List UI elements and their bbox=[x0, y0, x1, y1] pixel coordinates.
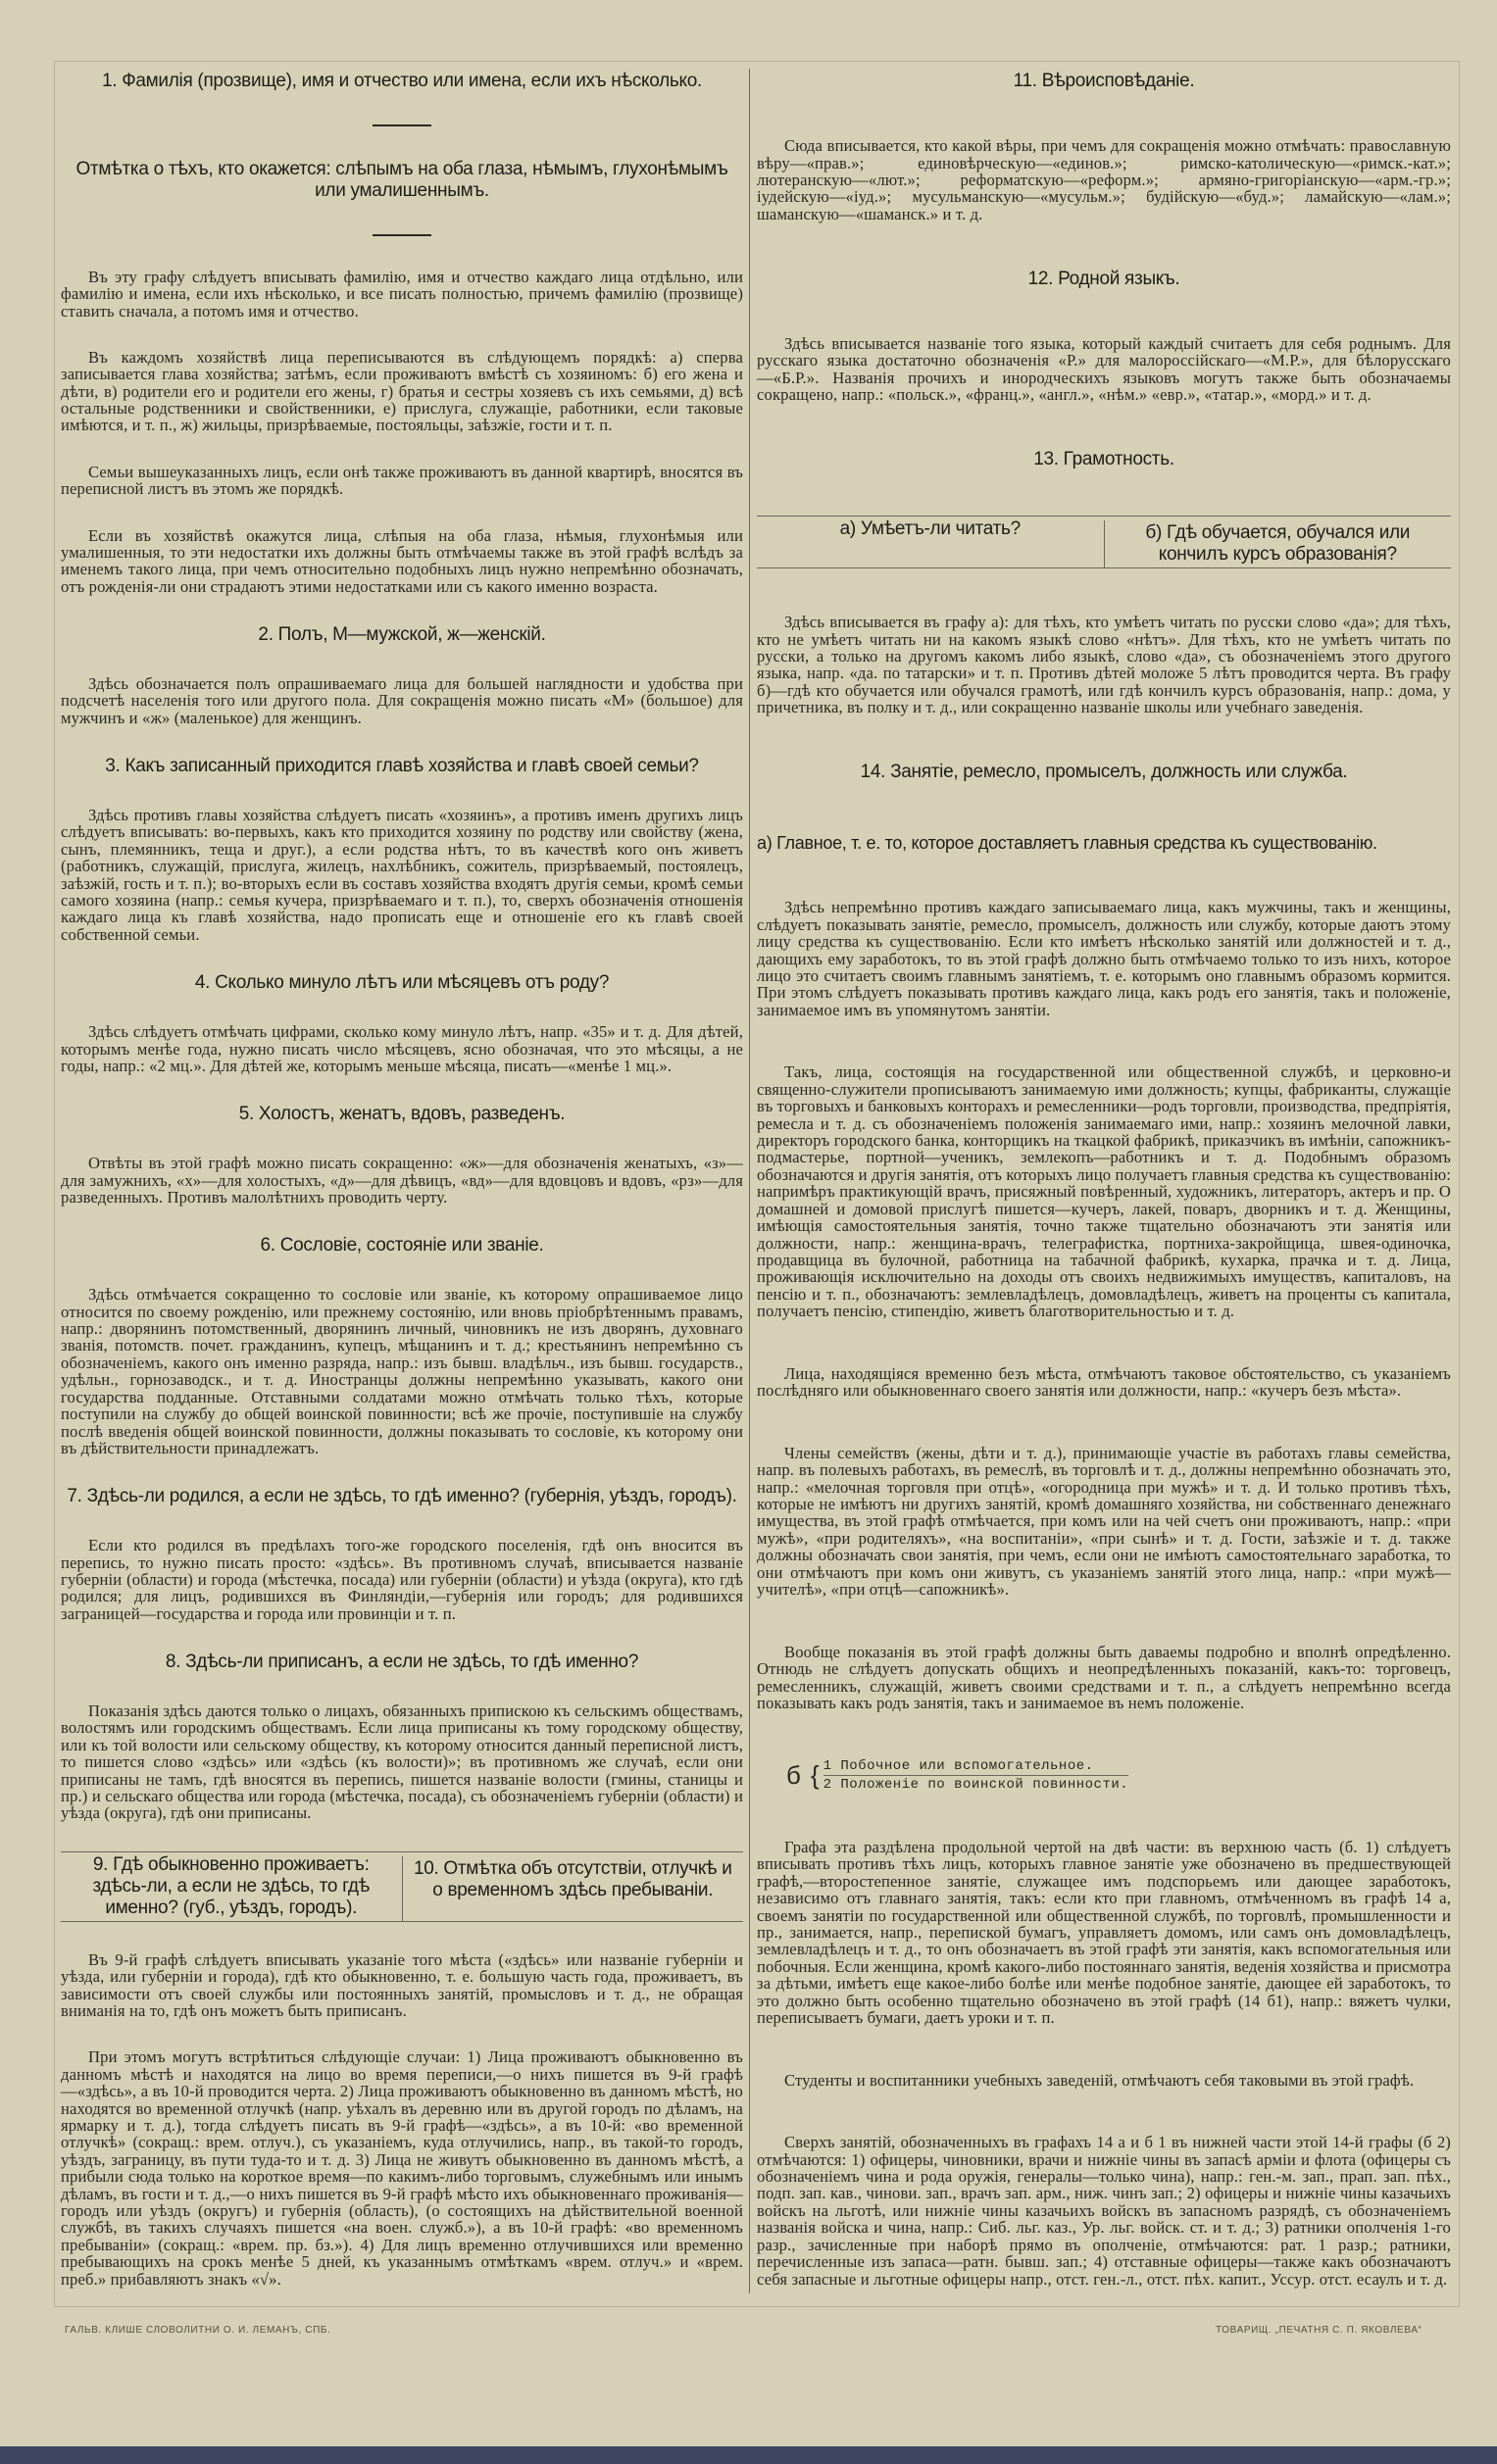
paragraph: Если кто родился въ предѣлахъ того-же городского поселенія, гдѣ онъ вносится въ перепись, то нужно писать просто: «здѣсь». Въ противномъ случаѣ, вписывается названіе губерніи (области) и города (мѣстечка, посада) или губерніи (области) и уѣзда (округа), кто гдѣ родился; для лицъ, родившихся въ Финляндіи,—губернія или городъ; для родившихся заграницей—государства и города или провинціи и т. п. bbox=[61, 1536, 743, 1623]
split-heading bbox=[757, 516, 1451, 568]
split-heading-left: а) Умѣетъ-ли читать? bbox=[839, 517, 1021, 539]
brace-icon: { bbox=[810, 1759, 820, 1790]
section-heading: 5. Холостъ, женатъ, вдовъ, разведенъ. bbox=[238, 1104, 566, 1125]
heading-divider bbox=[373, 234, 431, 236]
split-heading-right: б) Гдѣ обучается, обучался или кончилъ курсъ образованія? bbox=[1104, 520, 1452, 567]
paragraph: Въ 9-й графѣ слѣдуетъ вписывать указаніе того мѣста («здѣсь» или названіе губерніи и уѣзда, или губерніи и города), гдѣ кто обыкновенно, т. е. большую часть года, проживаетъ, въ зависимости отъ своей службы или постоянныхъ занятій, промысловъ и т. д., не обращая вниманія на то, гдѣ онъ можетъ быть приписанъ. bbox=[61, 1949, 743, 2020]
paragraph: Студенты и воспитанники учебныхъ заведеній, отмѣчаютъ себя таковыми въ этой графѣ. bbox=[784, 2070, 1415, 2090]
paragraph: Здѣсь вписывается названіе того языка, который каждый считаетъ для себя роднымъ. Для русскаго языка достаточно обозначенія «Р.» для малороссійскаго—«М.Р.», для бѣлорусскаго—«Б.Р.». Названія прочихъ и инородческихъ языковъ могутъ также быть обозначаемы сокращено, напр.: «польск.», «франц.», «англ.», «нѣм.» «евр.», «татар.», «морд.» и т. д. bbox=[757, 333, 1451, 404]
brace-lines bbox=[823, 1757, 1129, 1794]
section-heading: 7. Здѣсь-ли родился, а если не здѣсь, то гдѣ именно? (губернія, уѣздъ, городъ). bbox=[67, 1486, 737, 1507]
split-heading-right: 10. Отмѣтка объ отсутствіи, отлучкѣ и о временномъ здѣсь пребываніи. bbox=[402, 1856, 744, 1921]
paragraph: Здѣсь противъ главы хозяйства слѣдуетъ писать «хозяинъ», а противъ именъ другихъ лицъ слѣдуетъ вписывать: во-первыхъ, какъ кто приходится хозяину по родству или свойству (жена, сынъ, племянникъ, теща и друг.), а если родства нѣтъ, то въ качествѣ кого онъ живетъ (работникъ, служащій, прислуга, жилецъ, нахлѣбникъ, сожитель, призрѣваемый, постоялецъ, заѣзжій, гость и т. п.); во-вторыхъ если въ составъ хозяйства входятъ другія семьи, кромѣ семьи самого хозяина (напр.: семья кучера, призрѣваемаго и т. п.), то, сверхъ обозначенія отношенія каждаго лица къ главѣ хозяйства, надо прописать еще и отношеніе его къ главѣ своей собственной семьи. bbox=[61, 806, 743, 944]
paragraph: Лица, находящіяся временно безъ мѣста, отмѣчаютъ таковое обстоятельство, съ указаніемъ послѣдняго или обыкновеннаго своего занятія или должности, напр.: «кучеръ безъ мѣста». bbox=[757, 1363, 1451, 1401]
right-column bbox=[757, 71, 1451, 2288]
scan-background-edge bbox=[0, 2446, 1497, 2464]
brace-line-1: 1 Побочное или вспомогательное. bbox=[823, 1757, 1094, 1774]
paragraph: Здѣсь отмѣчается сокращенно то сословіе или званіе, къ которому опрашиваемое лицо относится по своему рожденію, или прежнему состоянію, или вновь пріобрѣтеннымъ правамъ, напр.: дворянинъ потомственный, дворянинъ личный, чиновникъ не изъ дворянъ, духовнаго званія, потомств. почет. гражданинъ, купецъ, мѣщанинъ и т. д.; крестьянинъ непремѣнно съ обозначеніемъ, какого онъ именно разряда, напр.: изъ бывш. владѣльч., изъ бывш. государств., удѣльн., горнозаводск., и т. д. Иностранцы должны непремѣнно указывать, какого они государства подданные. Отставными солдатами можно отмѣчать только тѣхъ, которые поступили на службу до общей воинской повинности; всѣ же прочіе, поступившіе на службу послѣ введенія общей воинской повинности, должны показывать то сословіе, къ которому они въ дѣйствительности принадлежатъ. bbox=[61, 1285, 743, 1457]
brace-line-2: 2 Положеніе по воинской повинности. bbox=[823, 1776, 1129, 1793]
paragraph: Вообще показанія въ этой графѣ должны быть даваемы подробно и вполнѣ опредѣленно. Отнюдь не слѣдуетъ допускать общихъ и неопредѣленныхъ показаній, какъ-то: торговецъ, ремесленникъ, служащій, живетъ своими средствами и т. п., а слѣдуетъ непремѣнно всегда показывать какъ родъ занятія, такъ и занимаемое въ немъ положеніе. bbox=[757, 1642, 1451, 1712]
paragraph: Сюда вписывается, кто какой вѣры, при чемъ для сокращенія можно отмѣчать: православную вѣру—«прав.»; единовѣрческую—«единов.»; римско-католическую—«римск.-кат.»; лютеранскую—«лют.»; реформатскую—«реформ.»; армяно-григоріанскую—«арм.-гр.»; іудейскую—«іуд.»; мусульманскую—«мусульм.»; будійскую—«буд.»; ламайскую—«лам.»; шаманскую—«шаманск.» и т. д. bbox=[757, 136, 1451, 223]
paragraph: Здѣсь вписывается въ графу а): для тѣхъ, кто умѣетъ читать по русски слово «да»; для тѣхъ, кто не умѣетъ читать ни на какомъ языкѣ слово «нѣтъ». Для тѣхъ, кто не умѣетъ читать по русски, а только на другомъ какомъ либо языкѣ, слово «да», съ обозначеніемъ этого другого языка, напр. «да. по татарски» и т. п. Противъ дѣтей моложе 5 лѣтъ проводится черта. Въ графу б)—гдѣ кто обучается или обучался грамотѣ, или гдѣ кончилъ курсъ образованія, напр.: дома, у причетника, въ полку и т. д., или сокращенно названіе школы или учебнаго заведенія. bbox=[757, 613, 1451, 717]
paragraph: Если въ хозяйствѣ окажутся лица, слѣпыя на оба глаза, нѣмыя, глухонѣмыя или умалишенныя, то эти недостатки ихъ должны быть отмѣчаемы также въ этой графѣ вслѣдъ за именемъ такого лица, при чемъ относительно подобныхъ лицъ нужно непремѣнно обозначать, отъ рожденія-ли они страдаютъ этими недостатками или съ какого именно возраста. bbox=[61, 525, 743, 596]
paragraph: При этомъ могутъ встрѣтиться слѣдующіе случаи: 1) Лица проживаютъ обыкновенно въ данномъ мѣстѣ и находятся на лицо во время переписи,—о нихъ пишется въ 9-й графѣ—«здѣсь», а въ 10-й проводится черта. 2) Лица проживаютъ обыкновенно въ данномъ мѣстѣ, но находятся во временной отлучкѣ (напр. уѣхалъ въ деревню или въ другой городъ по дѣламъ, на ярмарку и т. д.), тогда слѣдуетъ писать въ 9-й графѣ—«здѣсь», а въ 10-й: «во временной отлучкѣ» (сокращ.: врем. отлуч.), съ указаніемъ, куда отлучились, напр., въ такой-то городъ, уѣздъ, заграницу, въ пути туда-то и т. д. 3) Лица не живутъ обыкновенно въ данномъ мѣстѣ, а прибыли сюда только на короткое время—по какимъ-либо торговымъ, служебнымъ или инымъ дѣламъ, въ гости и т. д.,—о нихъ пишется въ 9-й графѣ мѣсто ихъ обыкновеннаго проживанія—городъ или уѣздъ (округъ) и губернія (область), (о состоящихъ на дѣйствительной военной службѣ, въ такихъ случаяхъ пишется «на воен. служб.»), а въ 10-й графѣ: «во временномъ пребываніи» (сокращ.: «врем. пр. бз.»). 4) Для лицъ временно отлучившихся или временно пребывающихъ на срокъ менѣе 5 дней, къ указаннымъ отмѣткамъ «врем. отлуч.» и «врем. преб.» прибавляютъ знакъ «√». bbox=[61, 2047, 743, 2289]
column-divider bbox=[749, 69, 750, 2293]
section-heading: 6. Сословіе, состояніе или званіе. bbox=[260, 1235, 544, 1257]
split-heading bbox=[61, 1851, 743, 1922]
paragraph: Здѣсь непремѣнно противъ каждаго записываемаго лица, какъ мужчины, такъ и женщины, слѣдуетъ показывать занятіе, ремесло, промыселъ, должность или службу, которые даютъ этому лицу средства къ существованію. Если кто имѣетъ нѣсколько занятій или должностей и т. д., дающихъ ему заработокъ, то въ этой графѣ должно быть отмѣчаемо только то изъ нихъ, которое лицо это считаетъ своимъ главнымъ занятіемъ, т. е. которымъ оно главнымъ образомъ кормится. При этомъ слѣдуетъ показывать противъ каждаго лица, какъ родъ его занятія, такъ и положеніе, занимаемое имъ въ упомянутомъ занятіи. bbox=[757, 898, 1451, 1019]
paragraph: Здѣсь слѣдуетъ отмѣчать цифрами, сколько кому минуло лѣтъ, напр. «35» и т. д. Для дѣтей, которымъ менѣе года, нужно писать число мѣсяцевъ, ясно обозначая, что это мѣсяцы, а не годы, напр.: «2 мц.». Для дѣтей же, которымъ меньше мѣсяца, писать—«менѣе 1 мц.». bbox=[61, 1022, 743, 1075]
subsection-heading: а) Главное, т. е. то, которое доставляетъ главныя средства къ существованію. bbox=[757, 833, 1377, 854]
subsection-brace-heading bbox=[757, 1757, 1451, 1794]
left-column bbox=[61, 71, 743, 2288]
paragraph: Здѣсь обозначается полъ опрашиваемаго лица для большей наглядности и удобства при подсчетѣ населенія того или другого пола. Для сокращенія можно писать «М» (большое) для мужчинъ и «ж» (маленькое) для женщинъ. bbox=[61, 673, 743, 727]
section-heading: 4. Сколько минуло лѣтъ или мѣсяцевъ отъ роду? bbox=[194, 972, 610, 994]
footer-left-imprint: ГАЛЬВ. КЛИШЕ СЛОВОЛИТНИ О. И. ЛЕМАНЪ, СПБ. bbox=[65, 2325, 331, 2336]
paragraph: Члены семействъ (жены, дѣти и т. д.), принимающіе участіе въ работахъ главы семейства, напр. въ полевыхъ работахъ, въ ремеслѣ, въ торговлѣ и т. д., должны непремѣнно обозначать это, напр.: «мелочная торговля при отцѣ», «огородница при мужѣ» и т. д. И только противъ тѣхъ, которые не имѣютъ ни другихъ занятій, кромѣ домашняго хозяйства, ни собственнаго денежнаго имущества, въ этой графѣ отмѣчается, при комъ или на чей счетъ они проживаютъ, напр.: «при мужѣ», «при родителяхъ», «на воспитаніи», «при сынѣ» и т. д. Гости, заѣзжіе и т. д. также должны обозначать свои занятія, при чемъ, если они не имѣютъ самостоятельнаго заработка, то они отмѣчаютъ при комъ они живутъ, съ указаніемъ занятій этого лица, напр.: «при мужѣ—учителѣ», «при отцѣ—сапожникѣ». bbox=[757, 1443, 1451, 1600]
paragraph: Отвѣты въ этой графѣ можно писать сокращенно: «ж»—для обозначенія женатыхъ, «з»—для замужнихъ, «х»—для холостыхъ, «д»—для дѣвицъ, «вд»—для вдовцовъ и вдовъ, «рз»—для разведенныхъ. Противъ малолѣтнихъ проводить черту. bbox=[61, 1154, 743, 1207]
section-heading: 1. Фамилія (прозвище), имя и отчество или имена, если ихъ нѣсколько. bbox=[102, 71, 702, 91]
paragraph: Графа эта раздѣлена продольной чертой на двѣ части: въ верхнюю часть (б. 1) слѣдуетъ вписывать противъ тѣхъ лицъ, которыхъ главное занятіе уже обозначено въ предшествующей графѣ,—второстепенное занятіе, служащее имъ подспорьемъ или дающее заработокъ, независимо отъ главнаго занятія, такъ: если кто при главномъ, отмѣченномъ въ графѣ 14 а, своемъ занятіи по государственной или общественной службѣ, по торговлѣ, промышленности и пр., занимается, напр., перепиской бумагъ, управляетъ домомъ, или самъ онъ домовладѣлецъ, землевладѣлецъ и т. д., то онъ обозначаетъ въ этой графѣ эти занятія, какъ вспомогательныя или побочныя. Если женщина, кромѣ какого-либо постояннаго занятія, веденія хозяйства и присмотра за дѣтьми, имѣетъ еще какое-либо болѣе или менѣе подобное занятіе, дающее ей заработокъ, то это должно быть особенно тщательно обозначено въ этой графѣ (14 б1), напр.: вяжетъ чулки, переписываетъ бумаги, даетъ уроки и т. п. bbox=[757, 1837, 1451, 2027]
section-heading: 13. Грамотность. bbox=[1033, 448, 1174, 469]
section-heading: 3. Какъ записанный приходится главѣ хозяйства и главѣ своей семьи? bbox=[105, 756, 699, 777]
paragraph: Такъ, лица, состоящія на государственной или общественной службѣ, и церковно-и священно-служители прописываютъ занимаемую ими должность; купцы, фабриканты, служащіе въ торговыхъ и банковыхъ конторахъ и ремесленники—родъ торговли, производства, предпріятія, ремесла и т. д. съ обозначеніемъ положенія занимаемаго ими, напр.: хозяинъ мелочной лавки, директоръ городского банка, конторщикъ на ткацкой фабрикѣ, приказчикъ въ имѣніи, сапожникъ-подмастерье, портной—ученикъ, землекопъ—работникъ и т. д. Подобнымъ образомъ обозначаются и другія занятія, отъ которыхъ лицо получаетъ главныя средства къ существованію: напримѣръ практикующій врачъ, присяжный повѣренный, художникъ, литераторъ, актеръ и пр. О домашней и домовой прислугѣ пишется—кучеръ, лакей, поваръ, дворникъ и т. д. Женщины, имѣющія самостоятельныя занятія, точно также тщательно обозначаютъ эти занятія или должности, напр.: женщина-врачъ, телеграфистка, портниха-закройщица, швея-одиночка, продавщица въ булочной, работница на табачной фабрикѣ, кухарка, прачка и т. д. Лица, проживающія исключительно на доходы отъ своихъ недвижимыхъ имуществъ, капиталовъ, на пенсію и т. п., обозначаютъ: землевладѣлецъ, домовладѣлецъ, живетъ на проценты съ капитала, получаетъ пенсію, стипендію, живетъ благотворительностью и т. д. bbox=[757, 1062, 1451, 1321]
paragraph: Семьи вышеуказанныхъ лицъ, если онѣ также проживаютъ въ данной квартирѣ, вносятся въ переписной листъ въ этомъ же порядкѣ. bbox=[61, 462, 743, 499]
paragraph: Сверхъ занятій, обозначенныхъ въ графахъ 14 а и б 1 въ нижней части этой 14-й графы (б 2) отмѣчаются: 1) офицеры, чиновники, врачи и нижніе чины въ запасѣ арміи и флота (офицеры съ обозначеніемъ чина и рода оружія, генералы—только чина), напр.: ген.-м. зап., прап. зап. пѣх., подп. зап. кав., чинови. зап., врачъ зап. арм., ниж. чинъ зап.; 2) офицеры и нижніе чины казачьихъ войскъ на льготѣ, или нижніе чины казачьихъ войскъ въ запасномъ разрядѣ, съ обозначеніемъ названія войска и чина, напр.: Сиб. льг. каз., Ур. льг. войск. ст. и т. д.; 3) ратники ополченія 1-го разр., зачисленные при наборѣ прямо въ ополченіе, отмѣчаются: рат. 1 разр.; ратники, перечисленные изъ запаса—ратн. бывш. зап.; 4) отставные офицеры—также какъ обозначаютъ себя запасные и льготные офицеры напр., отст. ген.-л., отст. пѣх. капит., Уссур. отст. есаулъ и т. д. bbox=[757, 2133, 1451, 2289]
section-heading: Отмѣтка о тѣхъ, кто окажется: слѣпымъ на оба глаза, нѣмымъ, глухонѣмымъ или умалишеннымъ. bbox=[75, 158, 728, 201]
heading-divider bbox=[373, 124, 431, 126]
section-heading: 8. Здѣсь-ли приписанъ, а если не здѣсь, то гдѣ именно? bbox=[165, 1651, 639, 1673]
section-heading: 11. Вѣроисповѣданіе. bbox=[1013, 71, 1195, 91]
section-heading: 2. Полъ, М—мужской, ж—женскій. bbox=[258, 624, 546, 646]
paragraph: Въ каждомъ хозяйствѣ лица переписываются въ слѣдующемъ порядкѣ: а) сперва записывается глава хозяйства; затѣмъ, если проживаютъ вмѣстѣ съ хозяиномъ: б) его жена и дѣти, в) родители его и родители его жены, г) братья и сестры хозяевъ съ ихъ семьями, д) всѣ остальные родственники и свойственники, е) прислуга, служащіе, работники, если таковые имѣются, и т. п., ж) жильцы, призрѣваемые, постояльцы, заѣзжіе, гости и т. п. bbox=[61, 347, 743, 435]
split-heading-left: 9. Гдѣ обыкновенно проживаетъ: здѣсь-ли, а если не здѣсь, то гдѣ именно? (губ., уѣздъ, городъ). bbox=[92, 1853, 370, 1918]
brace-letter: б bbox=[786, 1759, 801, 1790]
footer-right-imprint: ТОВАРИЩ. „ПЕЧАТНЯ С. П. ЯКОВЛЕВА“ bbox=[1216, 2325, 1422, 2336]
paragraph: Въ эту графу слѣдуетъ вписывать фамилію, имя и отчество каждаго лица отдѣльно, или фамилію и имена, если ихъ нѣсколько, и все писать полностью, причемъ фамилію (прозвище) ставить сначала, а потомъ имя и отчество. bbox=[61, 267, 743, 320]
section-heading: 12. Родной языкъ. bbox=[1027, 268, 1180, 289]
paragraph: Показанія здѣсь даются только о лицахъ, обязанныхъ припискою къ сельскимъ обществамъ, волостямъ или городскимъ обществамъ. Если лица приписаны къ тому городскому обществу, или къ той волости или сельскому обществу, къ которому относится данный переписной листъ, то пишется слово «здѣсь» или «здѣсь (къ волости)»; въ противномъ же случаѣ, если они приписаны не тамъ, гдѣ вносятся въ перепись, пишется названіе волости (гмины, станицы и пр.) и сельскаго общества или города (мѣстечка, посада), съ обозначеніемъ губерніи (области) и уѣзда (округа), гдѣ они приписаны. bbox=[61, 1701, 743, 1823]
section-heading: 14. Занятіе, ремесло, промыселъ, должность или служба. bbox=[860, 761, 1348, 782]
